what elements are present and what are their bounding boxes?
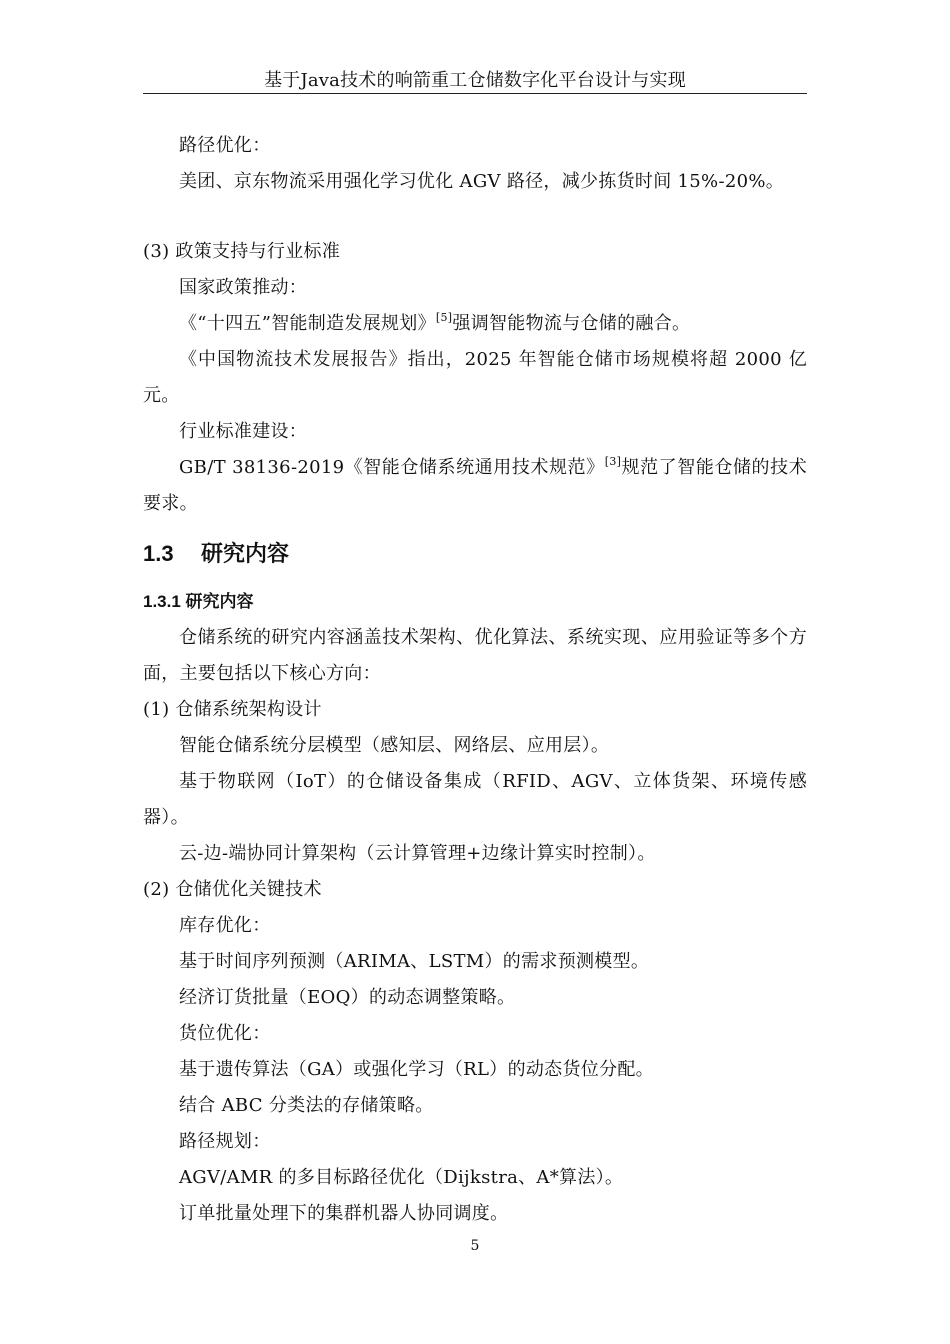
section-number: 1.3 <box>143 541 174 566</box>
opt-heading: (2) 仓储优化关键技术 <box>143 879 322 900</box>
page-number: 5 <box>470 1238 480 1254</box>
inventory-label: 库存优化： <box>179 915 271 936</box>
policy-item-2: 《中国物流技术发展报告》指出，2025 年智能仓储市场规模将超 2000 亿元。 <box>143 349 807 406</box>
policy-item-1-rest: 强调智能物流与仓储的融合。 <box>452 313 691 334</box>
path-opt-text: 美团、京东物流采用强化学习优化 AGV 路径，减少拣货时间 15%-20%。 <box>179 171 785 192</box>
inventory-item-2: 经济订货批量（EOQ）的动态调整策略。 <box>179 987 516 1008</box>
policy-heading: (3) 政策支持与行业标准 <box>143 241 341 262</box>
header-rule <box>143 93 807 94</box>
subsection-heading-1-3-1: 1.3.1 研究内容 <box>143 592 254 611</box>
route-label: 路径规划： <box>179 1131 271 1152</box>
arch-item-2: 基于物联网（IoT）的仓储设备集成（RFID、AGV、立体货架、环境传感器）。 <box>143 771 807 828</box>
policy-label: 国家政策推动： <box>179 277 308 298</box>
slot-label: 货位优化： <box>179 1023 271 1044</box>
slot-item-1: 基于遗传算法（GA）或强化学习（RL）的动态货位分配。 <box>179 1059 654 1080</box>
citation-5: [5] <box>435 311 453 324</box>
arch-item-3: 云-边-端协同计算架构（云计算管理+边缘计算实时控制）。 <box>179 843 656 864</box>
standard-item <box>143 450 807 522</box>
arch-item-1: 智能仓储系统分层模型（感知层、网络层、应用层）。 <box>179 735 610 756</box>
route-item-1: AGV/AMR 的多目标路径优化（Dijkstra、A*算法）。 <box>179 1167 624 1188</box>
policy-item-1-text: 《“十四五”智能制造发展规划》 <box>179 313 436 334</box>
paragraph-gap <box>143 200 807 234</box>
running-header: 基于Java技术的响箭重工仓储数字化平台设计与实现 <box>264 70 686 91</box>
arch-heading: (1) 仓储系统架构设计 <box>143 699 322 720</box>
intro-paragraph: 仓储系统的研究内容涵盖技术架构、优化算法、系统实现、应用验证等多个方面，主要包括以下核心方向： <box>143 627 807 684</box>
slot-item-2: 结合 ABC 分类法的存储策略。 <box>179 1095 434 1116</box>
standard-label: 行业标准建设： <box>179 421 308 442</box>
section-heading-1-3 <box>143 536 807 572</box>
inventory-item-1: 基于时间序列预测（ARIMA、LSTM）的需求预测模型。 <box>179 951 650 972</box>
page-body <box>143 128 807 1232</box>
section-title: 研究内容 <box>201 541 290 566</box>
route-item-2: 订单批量处理下的集群机器人协同调度。 <box>179 1203 509 1224</box>
standard-item-rest: 规范了智能仓储的技术要求。 <box>143 457 808 514</box>
citation-3: [3] <box>604 455 622 468</box>
standard-item-text: GB/T 38136-2019《智能仓储系统通用技术规范》 <box>179 457 605 478</box>
policy-item-1 <box>143 306 807 342</box>
path-opt-label: 路径优化： <box>179 135 271 156</box>
